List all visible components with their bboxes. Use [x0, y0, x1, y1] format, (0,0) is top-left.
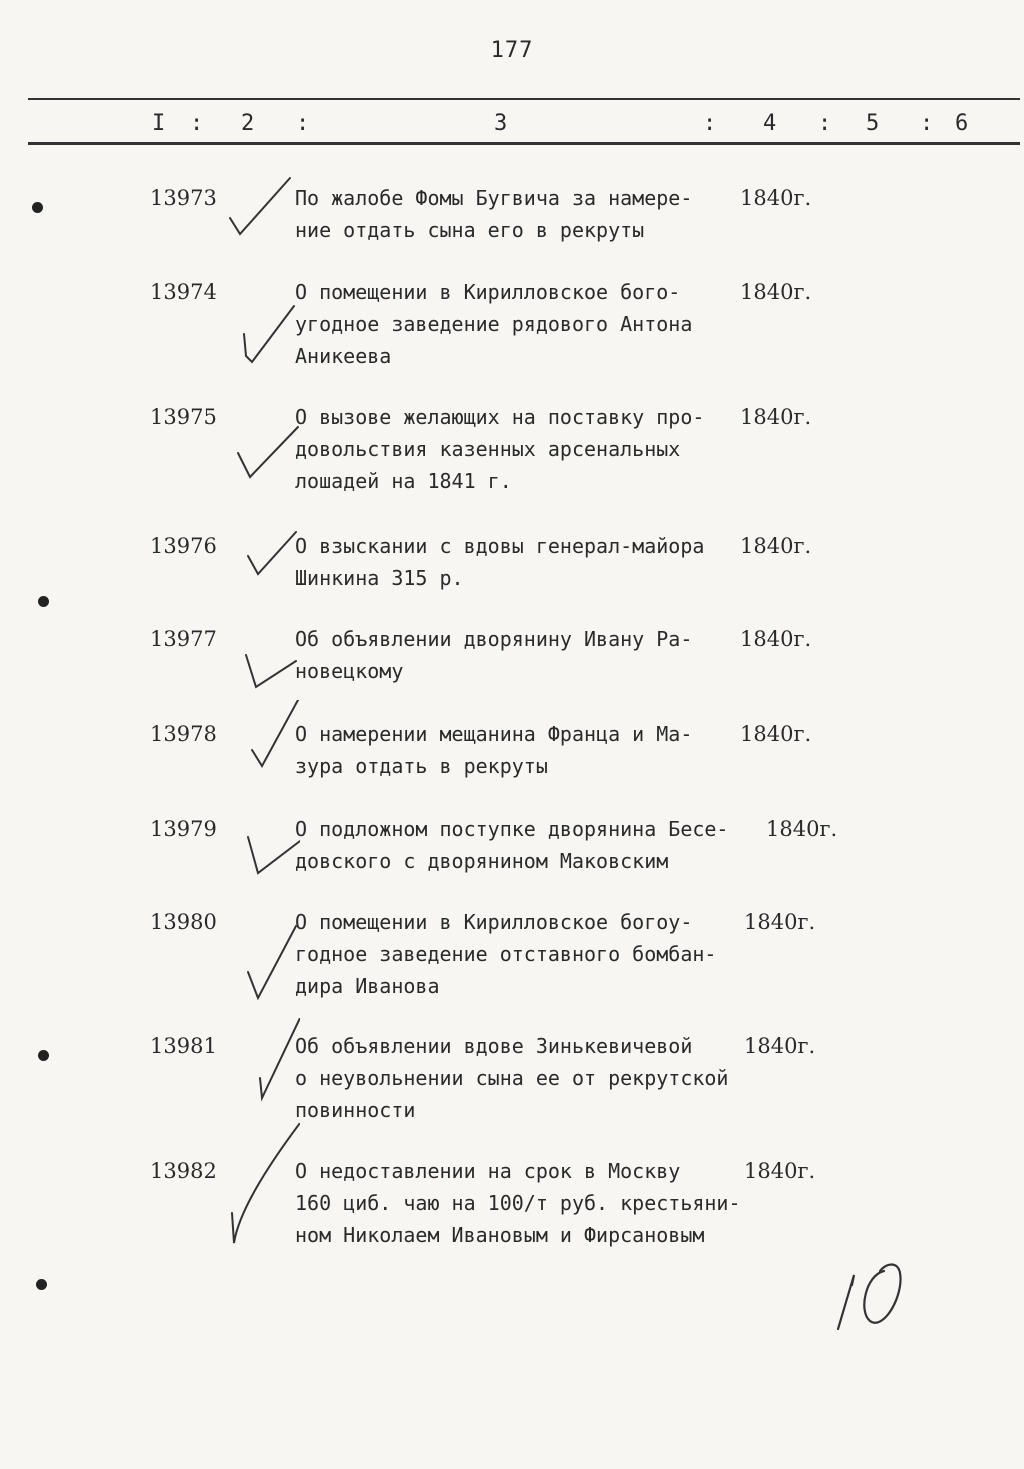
entry-description: О взыскании с вдовы генерал-майора Шинкина 315 р. [295, 534, 705, 590]
check-mark-icon [220, 1123, 300, 1253]
header-bottom-rule [28, 142, 1020, 145]
header-top-rule [28, 98, 1020, 100]
check-mark-icon [220, 296, 300, 366]
entry-number: 13982 [150, 1159, 217, 1183]
check-mark-icon [220, 918, 300, 1002]
punch-hole-mark [38, 1050, 49, 1061]
page-number: 177 [490, 38, 534, 63]
entry-year: 1840г. [766, 817, 838, 841]
punch-hole-mark [38, 596, 49, 607]
column-separator: : [818, 111, 832, 136]
check-mark-icon [220, 635, 300, 705]
entry-number: 13976 [150, 534, 217, 558]
entry-year: 1840г. [740, 627, 812, 651]
entry-year: 1840г. [740, 722, 812, 746]
column-header-2: 2 [241, 111, 255, 136]
entry-description: По жалобе Фомы Бугвича за намере- ние отдать сына его в рекруты [295, 186, 693, 242]
entry-year: 1840г. [740, 280, 812, 304]
entry-number: 13980 [150, 910, 217, 934]
entry-year: 1840г. [740, 186, 812, 210]
column-separator: : [190, 111, 204, 136]
check-mark-icon [220, 1018, 300, 1102]
check-mark-icon [220, 700, 300, 770]
entry-description: О недоставлении на срок в Москву 160 циб. чаю на 100/т руб. крестьяни- ном Николаем Ивановым и Фирсановым [295, 1159, 741, 1247]
entry-number: 13973 [150, 186, 217, 210]
check-mark-icon [220, 522, 300, 592]
column-header-3: 3 [494, 111, 508, 136]
entry-description: Об объявлении вдове Зинькевичевой о неувольнении сына ее от рекрутской повинности [295, 1034, 729, 1122]
column-header-6: 6 [955, 111, 969, 136]
entry-description: О подложном поступке дворянина Бесе- довского с дворянином Маковским [295, 817, 729, 873]
check-mark-icon [220, 174, 300, 244]
entry-number: 13975 [150, 405, 217, 429]
entry-description: О помещении в Кирилловское бого- угодное заведение рядового Антона Аникеева [295, 280, 693, 368]
entry-description: О вызове желающих на поставку про- довольствия казенных арсенальных лошадей на 1841 г. [295, 405, 705, 493]
punch-hole-mark [32, 202, 43, 213]
column-separator: : [920, 111, 934, 136]
entry-description: Об объявлении дворянину Ивану Ра- новецкому [295, 627, 693, 683]
entry-year: 1840г. [740, 405, 812, 429]
entry-year: 1840г. [744, 910, 816, 934]
entry-number: 13974 [150, 280, 217, 304]
column-header-1: I [152, 111, 166, 136]
entry-number: 13977 [150, 627, 217, 651]
column-header-4: 4 [763, 111, 777, 136]
entry-number: 13981 [150, 1034, 217, 1058]
entry-year: 1840г. [744, 1034, 816, 1058]
check-mark-icon [220, 821, 300, 891]
check-mark-icon [220, 419, 300, 489]
column-separator: : [296, 111, 310, 136]
column-header-5: 5 [866, 111, 880, 136]
handwritten-sheet-number [830, 1255, 920, 1335]
entry-number: 13979 [150, 817, 217, 841]
entry-year: 1840г. [744, 1159, 816, 1183]
punch-hole-mark [36, 1279, 47, 1290]
entry-number: 13978 [150, 722, 217, 746]
column-separator: : [703, 111, 717, 136]
entry-description: О намерении мещанина Франца и Ма- зура отдать в рекруты [295, 722, 693, 778]
entry-description: О помещении в Кирилловское богоу- годное заведение отставного бомбан- дира Иванова [295, 910, 717, 998]
entry-year: 1840г. [740, 534, 812, 558]
